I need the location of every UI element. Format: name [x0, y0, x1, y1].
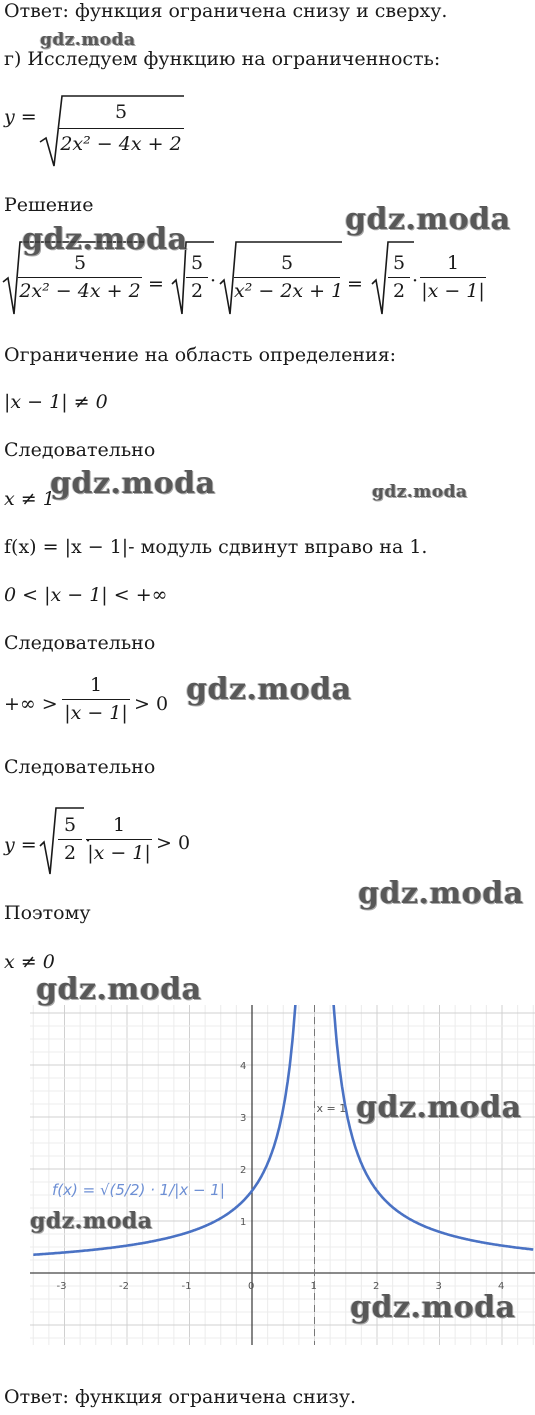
- domain-label: Ограничение на область определения:: [4, 344, 397, 366]
- curve-right-branch: [333, 1005, 534, 1250]
- domain-condition: |x − 1| ≠ 0: [4, 391, 108, 413]
- dot-2: ·: [412, 270, 419, 292]
- inequality-1: 0 < |x − 1| < +∞: [4, 584, 168, 606]
- denominator-full: 2x² − 4x + 2: [58, 128, 184, 154]
- denominator: 2: [186, 277, 208, 301]
- inf-gt: +∞ >: [4, 693, 58, 715]
- watermark-3: gdz.moda: [22, 222, 188, 257]
- watermark-4: gdz.moda: [50, 466, 216, 501]
- x-tick-label: 2: [373, 1281, 380, 1292]
- frac-1-abs-final: [86, 816, 152, 863]
- numerator: 5: [392, 252, 406, 274]
- watermark-9: gdz.moda: [356, 1090, 522, 1125]
- y-equals-2: y =: [4, 834, 37, 856]
- answer-top: Ответ: функция ограничена снизу и сверху.: [4, 0, 448, 22]
- numerator: 5: [190, 252, 204, 274]
- watermark-8: gdz.moda: [36, 972, 202, 1007]
- solution-label: Решение: [4, 194, 94, 216]
- x-ne-1: x ≠ 1: [4, 488, 55, 510]
- y-tick-label: 3: [240, 1113, 247, 1124]
- denominator: |x − 1|: [62, 699, 130, 723]
- watermark-5: gdz.moda: [372, 482, 468, 502]
- fx-line: f(x) = |x − 1|- модуль сдвинут вправо на 1.: [4, 536, 428, 558]
- y-tick-label: 2: [240, 1165, 247, 1176]
- frac-5-2-b: [388, 254, 410, 301]
- graph-formula-label: f(x) = √(5/2) · 1/|x − 1|: [52, 1181, 225, 1199]
- frac-solution-2: [234, 252, 344, 302]
- x-tick-label: 0: [248, 1281, 255, 1292]
- frac-5-2-final: [58, 816, 82, 863]
- denominator: 2: [58, 839, 82, 863]
- gt-zero-1: > 0: [134, 693, 169, 715]
- x-tick-label: 1: [310, 1281, 317, 1292]
- frac-inequality: [62, 676, 130, 723]
- dot-final: ·: [85, 830, 92, 852]
- equals-2: =: [347, 273, 363, 295]
- numerator: 5: [280, 252, 294, 274]
- therefore-3: Следовательно: [4, 756, 156, 778]
- equals-1: =: [148, 273, 164, 295]
- formula-initial: [4, 108, 37, 127]
- watermark-11: gdz.moda: [350, 1290, 516, 1325]
- frac-solution-1: [18, 254, 142, 301]
- y-equals: y =: [4, 106, 37, 128]
- numerator: 1: [112, 814, 126, 836]
- therefore-2: Следовательно: [4, 632, 156, 654]
- gt-zero-2: > 0: [156, 832, 191, 854]
- x-tick-label: -1: [181, 1281, 192, 1292]
- watermark-7: gdz.moda: [358, 876, 524, 911]
- hence-label: Поэтому: [4, 902, 91, 924]
- x-tick-label: -2: [119, 1281, 129, 1292]
- y-tick-label: 1: [240, 1217, 247, 1228]
- denominator: 2x² − 4x + 2: [18, 277, 142, 301]
- dot-1: ·: [210, 270, 217, 292]
- y-tick-label: 4: [240, 1061, 247, 1072]
- denominator: x² − 2x + 1: [234, 277, 340, 301]
- asymptote-label: x = 1: [316, 1101, 347, 1115]
- x-tick-label: 3: [435, 1281, 442, 1292]
- numerator: 5: [73, 252, 87, 274]
- x-tick-label: 4: [498, 1281, 505, 1292]
- x-tick-label: -3: [56, 1281, 67, 1292]
- numerator-5: 5: [114, 101, 128, 123]
- watermark-10: gdz.moda: [30, 1208, 153, 1234]
- watermark-2: gdz.moda: [345, 202, 511, 237]
- denominator: |x − 1|: [420, 277, 486, 301]
- watermark-6: gdz.moda: [186, 672, 352, 707]
- frac-5-2: [186, 254, 208, 301]
- task-label: г) Исследуем функцию на ограниченность:: [4, 48, 441, 70]
- denominator: 2: [388, 277, 410, 301]
- therefore-1: Следовательно: [4, 439, 156, 461]
- numerator: 5: [63, 814, 77, 836]
- denominator: |x − 1|: [86, 839, 152, 863]
- numerator: 1: [89, 674, 103, 696]
- watermark-1: gdz.moda: [40, 30, 136, 50]
- answer-bottom: Ответ: функция ограничена снизу.: [4, 1386, 357, 1408]
- fraction-initial: [58, 103, 184, 154]
- x-ne-0: x ≠ 0: [4, 951, 55, 973]
- frac-1-abs: [420, 254, 486, 301]
- numerator: 1: [446, 252, 460, 274]
